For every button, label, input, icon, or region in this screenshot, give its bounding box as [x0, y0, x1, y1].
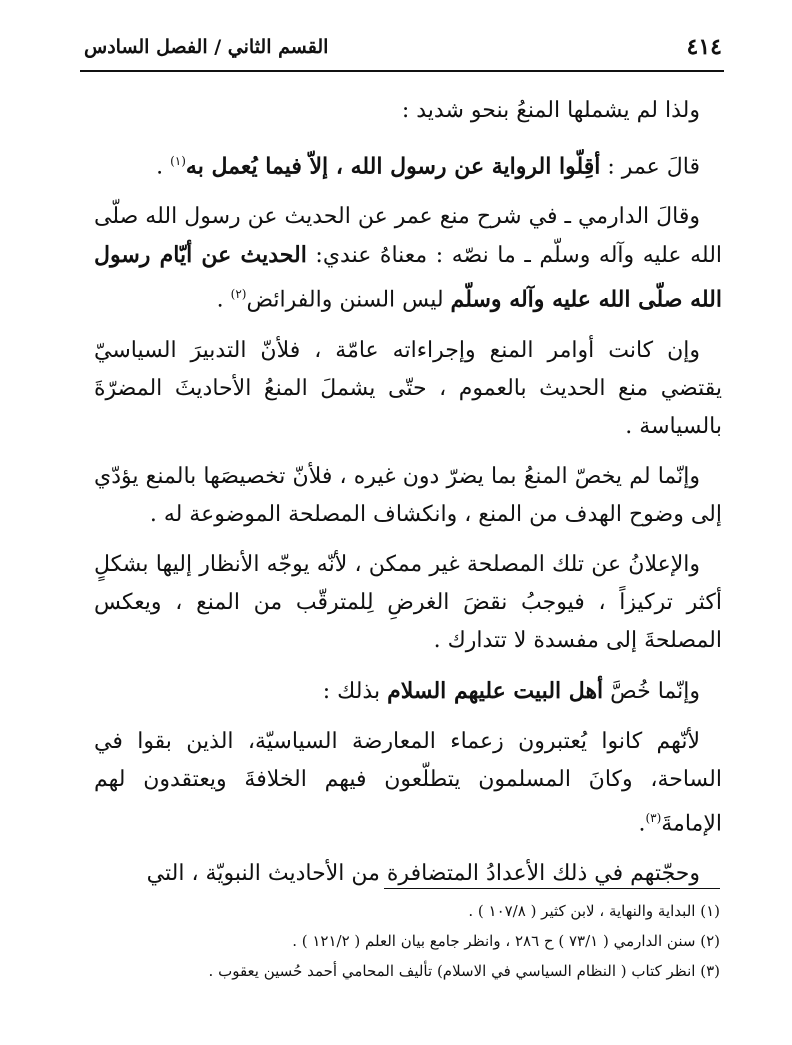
- paragraph-text: وحجّتهم في ذلك الأعدادُ المتضافرة من الأحاديث النبويّة ، التي: [146, 860, 700, 886]
- footnote-ref: (٣): [645, 810, 662, 825]
- page-header: [84, 30, 722, 64]
- paragraph-text: بذلك :: [322, 678, 388, 704]
- footnote-ref: (١): [170, 154, 186, 168]
- paragraph-text: والإعلانُ عن تلك المصلحة غير ممكن ، لأنّه يوجّه الأنظار إليها بشكلٍ أكثر تركيزاً ، فيوجبُ نقضَ الغرضِ لِلمترقّب من المنع ، ويعكس المصلحةَ إلى مفسدة لا تتدارك .: [94, 551, 722, 653]
- paragraph-text: وإنّما لم يخصّ المنعُ بما يضرّ دون غيره ، فلأنّ تخصيصَها بالمنع يؤدّي إلى وضوح الهدف من المنع ، وانكشاف المصلحة الموضوعة له .: [94, 463, 722, 527]
- paragraph-8: [94, 723, 722, 843]
- paragraph-2: [94, 142, 722, 186]
- paragraph-1: [94, 92, 722, 130]
- paragraph-3: [94, 198, 722, 319]
- footnote-rule: [384, 888, 720, 889]
- footnote-2: (٢) سنن الدارمي ( ٧٣/١ ) ح ٢٨٦ ، وانظر جامع بيان العلم ( ١٢١/٢ ) .: [292, 932, 720, 950]
- paragraph-text: ولذا لم يشملها المنعُ بنحو شديد :: [401, 98, 700, 123]
- page-number: ٤١٤: [686, 34, 722, 60]
- paragraph-text: .: [638, 810, 646, 836]
- paragraph-text: وإن كانت أوامر المنع وإجراءاته عامّة ، فلأنّ التدبيرَ السياسيّ يقتضي منع الحديث بالعموم ، حتّى يشملَ المنعُ الأحاديثَ المضرّةَ بالسياسة .: [94, 337, 722, 439]
- paragraph-text: ليس السنن والفرائض: [246, 287, 451, 313]
- footnote-ref: (٢): [230, 287, 247, 302]
- running-title: القسم الثاني / الفصل السادس: [84, 36, 329, 58]
- footnote-1: (١) البداية والنهاية ، لابن كثير ( ١٠٧/٨ ) .: [468, 902, 720, 920]
- paragraph-text: قالَ عمر :: [600, 154, 700, 180]
- paragraph-6: [94, 546, 722, 660]
- main-text: [94, 92, 722, 905]
- header-rule: [80, 70, 724, 72]
- paragraph-text: .: [156, 154, 171, 180]
- footnote-3: (٣) انظر كتاب ( النظام السياسي في الاسلام) تأليف المحامي أحمد حُسين يعقوب .: [208, 962, 720, 980]
- bold-phrase: أهل البيت عليهم السلام: [387, 677, 604, 704]
- paragraph-text: .: [216, 287, 231, 313]
- footnotes: [120, 896, 720, 986]
- paragraph-7: [94, 672, 722, 711]
- paragraph-5: [94, 458, 722, 534]
- bold-quote: أقِلّوا الرواية عن رسول الله ، إلاّ فيما يُعمل به: [185, 153, 601, 180]
- paragraph-text: وإنّما خُصَّ: [603, 678, 700, 704]
- bold-quote: الحديث عن أيّام رسول الله صلّى الله عليه وآله وسلّم: [94, 242, 722, 313]
- paragraph-text: لأنّهم كانوا يُعتبرون زعماء المعارضة السياسيّة، الذين بقوا في الساحة، وكانَ المسلمون يتطلّعون فيهم الخلافةَ ويعتقدون لهم الإمامةَ: [94, 728, 722, 836]
- paragraph-text: وقالَ الدارمي ـ في شرح منع عمر عن الحديث عن رسول الله صلّى الله عليه وآله وسلّم ـ ما نصّه : معناهُ عندي:: [94, 204, 723, 269]
- paragraph-4: [94, 332, 722, 446]
